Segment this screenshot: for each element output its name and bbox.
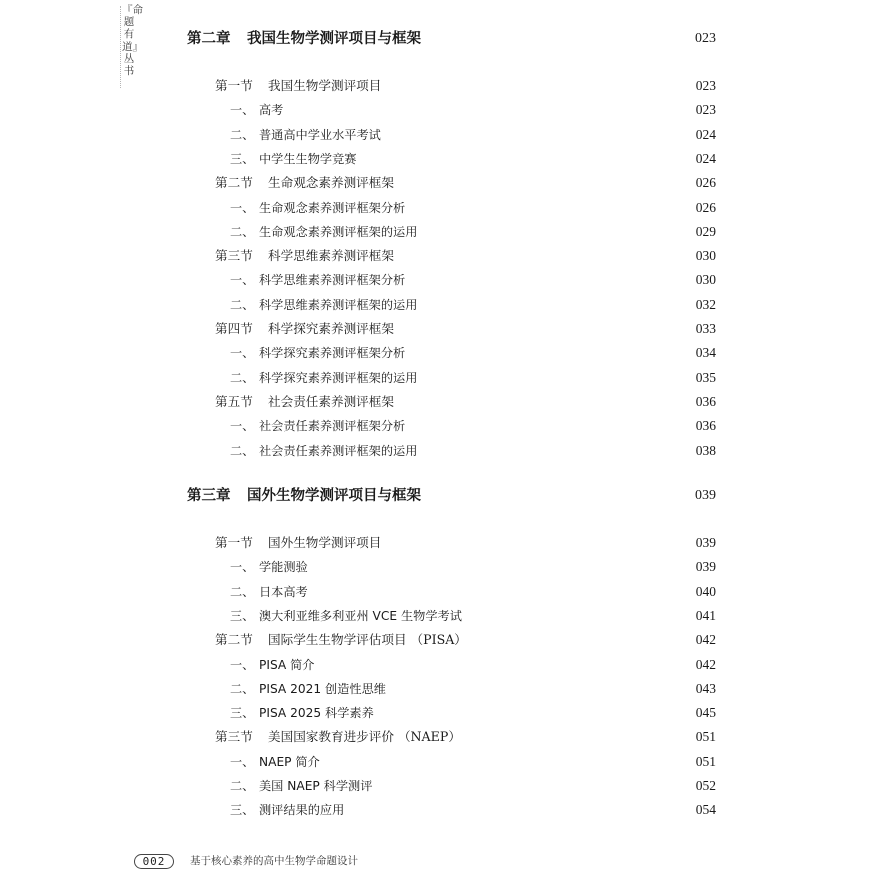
toc-item-row <box>0 605 883 627</box>
item-title: 普通高中学业水平考试 <box>259 127 381 142</box>
toc-item-row <box>0 367 883 389</box>
item-label: 二、 <box>230 584 255 599</box>
chapter-label: 第二章 <box>187 30 231 47</box>
toc-item-row <box>0 775 883 797</box>
series-label: 『命题有道』丛书 <box>122 4 143 78</box>
item-page-number: 043 <box>695 680 716 696</box>
section-page-number: 042 <box>695 632 716 648</box>
toc-section-row <box>0 245 883 267</box>
item-page-number: 024 <box>695 126 716 142</box>
section-title: 社会责任素养测评框架 <box>268 393 394 409</box>
toc-item-row <box>0 415 883 437</box>
item-label: 一、 <box>230 273 255 288</box>
item-page-number: 024 <box>695 150 716 166</box>
item-title: 生命观念素养测评框架的运用 <box>259 224 418 239</box>
item-page-number: 038 <box>695 442 716 458</box>
toc-item-row <box>0 654 883 676</box>
item-page-number: 040 <box>695 583 716 599</box>
section-label: 第二节 <box>215 632 253 648</box>
section-title: 国外生物学测评项目 <box>268 535 382 550</box>
item-label: 二、 <box>230 370 255 385</box>
item-page-number: 026 <box>695 199 716 215</box>
item-label: 三、 <box>230 706 255 721</box>
item-label: 一、 <box>230 200 255 215</box>
toc-chapter-row <box>0 485 883 507</box>
item-page-number: 051 <box>695 753 716 769</box>
toc-item-row <box>0 148 883 170</box>
footer-book-title: 基于核心素养的高中生物学命题设计 <box>190 855 358 867</box>
item-page-number: 035 <box>695 369 716 385</box>
section-page-number: 033 <box>695 321 716 336</box>
item-title: 社会责任素养测评框架的运用 <box>259 443 418 458</box>
item-label: 一、 <box>230 754 255 769</box>
item-title: 科学探究素养测评框架分析 <box>259 346 406 361</box>
toc-item-row <box>0 581 883 603</box>
section-page-number: 023 <box>695 78 716 93</box>
item-label: 二、 <box>230 297 255 312</box>
item-page-number: 034 <box>695 345 716 361</box>
toc-item-row <box>0 799 883 821</box>
toc-section-row <box>0 532 883 554</box>
toc-item-row <box>0 269 883 291</box>
item-label: 三、 <box>230 608 255 623</box>
section-page-number: 030 <box>695 248 716 264</box>
section-label: 第一节 <box>215 78 253 93</box>
item-label: 二、 <box>230 443 255 458</box>
item-page-number: 029 <box>695 223 716 239</box>
item-title: 学能测验 <box>259 560 308 575</box>
item-title: 科学探究素养测评框架的运用 <box>259 370 418 385</box>
section-label: 第三节 <box>215 248 253 264</box>
item-page-number: 045 <box>695 705 716 721</box>
section-label: 第一节 <box>215 535 253 550</box>
item-page-number: 039 <box>695 559 716 575</box>
item-title: 生命观念素养测评框架分析 <box>259 200 406 215</box>
item-page-number: 041 <box>695 607 716 623</box>
item-title: 高考 <box>259 103 284 118</box>
section-label: 第二节 <box>215 175 253 191</box>
section-title: 科学探究素养测评框架 <box>268 321 394 336</box>
toc-item-row <box>0 294 883 316</box>
item-label: 三、 <box>230 151 255 166</box>
section-title: 我国生物学测评项目 <box>268 78 382 93</box>
section-label: 第四节 <box>215 321 253 336</box>
item-label: 一、 <box>230 346 255 361</box>
section-title: 国际学生生物学评估项目 （PISA） <box>268 632 467 648</box>
chapter-page-number: 039 <box>695 488 716 503</box>
item-label: 二、 <box>230 224 255 239</box>
toc-item-row <box>0 99 883 121</box>
item-label: 二、 <box>230 779 255 793</box>
item-label: 一、 <box>230 560 255 575</box>
section-title: 科学思维素养测评框架 <box>268 248 394 264</box>
item-page-number: 054 <box>695 802 716 818</box>
toc-chapter-row <box>0 28 883 50</box>
section-page-number: 026 <box>695 175 716 191</box>
item-title: 日本高考 <box>259 584 308 599</box>
toc-section-row <box>0 75 883 97</box>
page-number: 002 <box>134 854 174 869</box>
toc-section-row <box>0 318 883 340</box>
chapter-label: 第三章 <box>187 487 231 504</box>
toc-item-row <box>0 678 883 700</box>
item-label: 一、 <box>230 657 255 672</box>
item-label: 三、 <box>230 803 255 818</box>
toc-item-row <box>0 556 883 578</box>
item-title: 中学生生物学竞赛 <box>259 151 357 166</box>
section-title: 美国国家教育进步评价 （NAEP） <box>268 729 461 745</box>
toc-item-row <box>0 440 883 462</box>
item-page-number: 032 <box>695 296 716 312</box>
toc-item-row <box>0 702 883 724</box>
section-label: 第三节 <box>215 729 253 745</box>
item-label: 二、 <box>230 681 255 696</box>
item-title: 社会责任素养测评框架分析 <box>259 419 406 434</box>
item-title: PISA 2025 科学素养 <box>259 706 374 721</box>
toc-item-row <box>0 221 883 243</box>
item-title: 美国 NAEP 科学测评 <box>259 779 373 793</box>
toc-section-row <box>0 629 883 651</box>
toc-section-row <box>0 172 883 194</box>
item-title: PISA 2021 创造性思维 <box>259 681 386 696</box>
section-page-number: 039 <box>695 535 716 550</box>
section-page-number: 036 <box>695 393 716 409</box>
chapter-title: 我国生物学测评项目与框架 <box>247 30 421 47</box>
item-title: NAEP 简介 <box>259 754 320 769</box>
toc-item-row <box>0 342 883 364</box>
toc-item-row <box>0 197 883 219</box>
section-page-number: 051 <box>695 729 716 745</box>
item-title: PISA 简介 <box>259 657 315 672</box>
item-title: 科学思维素养测评框架分析 <box>259 273 406 288</box>
item-title: 科学思维素养测评框架的运用 <box>259 297 418 312</box>
toc-item-row <box>0 751 883 773</box>
item-label: 二、 <box>230 127 255 142</box>
item-title: 测评结果的应用 <box>259 803 345 818</box>
section-label: 第五节 <box>215 393 253 409</box>
item-title: 澳大利亚维多利亚州 VCE 生物学考试 <box>259 608 462 623</box>
chapter-page-number: 023 <box>695 31 716 46</box>
item-page-number: 023 <box>695 102 716 118</box>
section-title: 生命观念素养测评框架 <box>268 175 394 191</box>
item-page-number: 036 <box>695 418 716 434</box>
toc-section-row <box>0 391 883 413</box>
item-label: 一、 <box>230 103 255 118</box>
toc-item-row <box>0 124 883 146</box>
item-page-number: 030 <box>695 272 716 288</box>
toc-section-row <box>0 726 883 748</box>
item-label: 一、 <box>230 419 255 434</box>
item-page-number: 042 <box>695 656 716 672</box>
chapter-title: 国外生物学测评项目与框架 <box>247 487 421 504</box>
item-page-number: 052 <box>695 778 716 793</box>
